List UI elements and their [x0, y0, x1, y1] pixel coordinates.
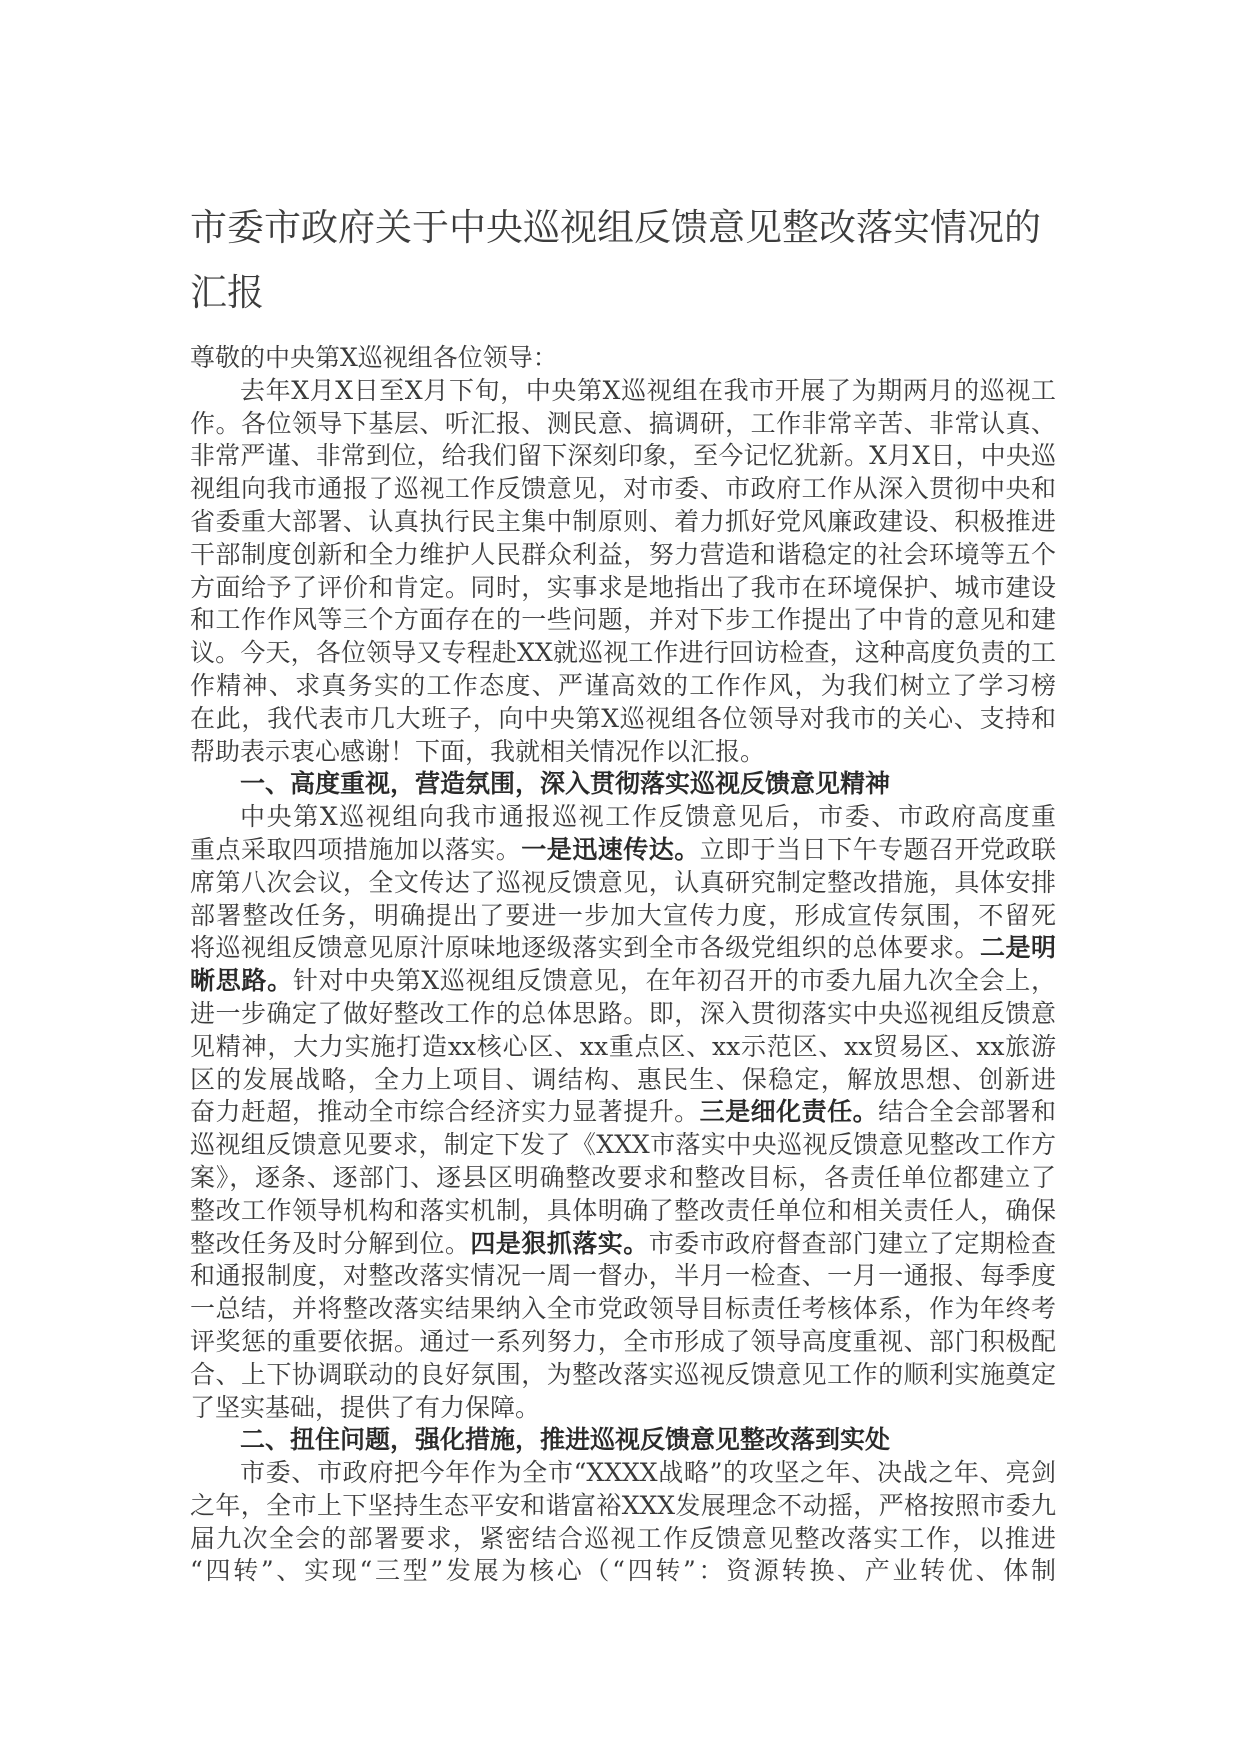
text-run: 中央第X巡视组向我市通报巡视工作反馈意见后，市委、市政府高度重 — [240, 802, 1056, 832]
text-run: 一总结，并将整改落实结果纳入全市党政领导目标责任考核体系，作为年终考 — [190, 1294, 1056, 1324]
text-line — [190, 1555, 1056, 1588]
text-run: 区的发展战略，全力上项目、调结构、惠民生、保稳定，解放思想、创新进 — [190, 1064, 1056, 1094]
text-run: 合、上下协调联动的良好氛围，为整改落实巡视反馈意见工作的顺利实施奠定 — [190, 1359, 1056, 1389]
section-heading-1: 一、高度重视，营造氛围，深入贯彻落实巡视反馈意见精神 — [240, 769, 891, 799]
text-run: 重点采取四项措施加以落实。 — [190, 834, 522, 864]
bold-lead-phrase: 一是迅速传达。 — [521, 834, 700, 864]
text-run: 巡视组反馈意见要求，制定下发了《XXX市落实中央巡视反馈意见整改工作方 — [190, 1130, 1056, 1160]
text-line — [190, 637, 1056, 670]
text-run: 方面给予了评价和肯定。同时，实事求是地指出了我市在环境保护、城市建设 — [190, 572, 1056, 602]
text-run: 针对中央第X巡视组反馈意见，在年初召开的市委九届九次全会上， — [292, 966, 1056, 996]
text-line — [190, 1392, 1056, 1425]
text-line — [190, 1523, 1056, 1556]
text-line — [190, 703, 1056, 736]
bold-lead-phrase: 三是细化责任。 — [699, 1097, 879, 1127]
text-line — [190, 1195, 1056, 1228]
text-line — [190, 834, 1056, 867]
text-line — [190, 965, 1056, 998]
text-line — [190, 998, 1056, 1031]
text-run: 整改任务及时分解到位。 — [190, 1228, 471, 1258]
text-line — [190, 932, 1056, 965]
text-run: 市委市政府督查部门建立了定期检查 — [648, 1228, 1056, 1258]
text-run: 和通报制度，对整改落实情况一周一督办，半月一检查、一月一通报、每季度 — [190, 1261, 1056, 1291]
text-line — [190, 408, 1056, 441]
text-run: 见精神，大力实施打造xx核心区、xx重点区、xx示范区、xx贸易区、xx旅游 — [190, 1031, 1056, 1061]
text-run: 案》，逐条、逐部门、逐县区明确整改要求和整改目标，各责任单位都建立了 — [190, 1162, 1056, 1192]
text-run: 评奖惩的重要依据。通过一系列努力，全市形成了领导高度重视、部门积极配 — [190, 1326, 1056, 1356]
text-run: 市委、市政府把今年作为全市“XXXX战略”的攻坚之年、决战之年、亮剑 — [240, 1458, 1056, 1488]
bold-lead-phrase: 四是狠抓落实。 — [470, 1228, 649, 1258]
text-line — [190, 1064, 1056, 1097]
text-run: 在此，我代表市几大班子，向中央第X巡视组各位领导对我市的关心、支持和 — [190, 703, 1056, 733]
text-run: 帮助表示衷心感谢！下面，我就相关情况作以汇报。 — [190, 736, 766, 766]
text-run: 非常严谨、非常到位，给我们留下深刻印象，至今记忆犹新。X月X日，中央巡 — [190, 441, 1056, 471]
text-line — [190, 506, 1056, 539]
text-run: 奋力赶超，推动全市综合经济实力显著提升。 — [190, 1097, 700, 1127]
text-line — [190, 900, 1056, 933]
text-line — [190, 440, 1056, 473]
text-line — [190, 473, 1056, 506]
text-line — [190, 1031, 1056, 1064]
text-line — [190, 572, 1056, 605]
text-run: 整改工作领导机构和落实机制，具体明确了整改责任单位和相关责任人，确保 — [190, 1195, 1056, 1225]
text-run: 省委重大部署、认真执行民主集中制原则、着力抓好党风廉政建设、积极推进 — [190, 506, 1056, 536]
text-line — [190, 1162, 1056, 1195]
text-line — [190, 1457, 1056, 1490]
text-run: 部署整改任务，明确提出了要进一步加大宣传力度，形成宣传氛围，不留死 — [190, 900, 1056, 930]
title-line-2: 汇报 — [190, 271, 264, 314]
paragraph-3 — [190, 1457, 1056, 1588]
text-line — [190, 1293, 1056, 1326]
text-run: “四转”、实现“三型”发展为核心（“四转”：资源转换、产业转优、体制 — [190, 1556, 1056, 1586]
text-run: 干部制度创新和全力维护人民群众利益，努力营造和谐稳定的社会环境等五个 — [190, 539, 1056, 569]
text-line — [190, 539, 1056, 572]
text-line — [190, 1260, 1056, 1293]
paragraph-1 — [190, 375, 1056, 769]
section-heading-2: 二、扭住问题，强化措施，推进巡视反馈意见整改落到实处 — [240, 1425, 891, 1455]
text-line — [190, 604, 1056, 637]
text-line — [190, 1490, 1056, 1523]
text-run: 进一步确定了做好整改工作的总体思路。即，深入贯彻落实中央巡视组反馈意 — [190, 998, 1056, 1028]
text-run: 立即于当日下午专题召开党政联 — [699, 834, 1056, 864]
salutation: 尊敬的中央第X巡视组各位领导： — [190, 343, 558, 372]
bold-lead-phrase: 二是明 — [980, 933, 1056, 963]
text-run: 作。各位领导下基层、听汇报、测民意、搞调研，工作非常辛苦、非常认真、 — [190, 408, 1056, 438]
text-run: 席第八次会议，全文传达了巡视反馈意见，认真研究制定整改措施，具体安排 — [190, 867, 1056, 897]
text-line — [190, 1228, 1056, 1261]
text-line — [190, 1326, 1056, 1359]
title-line-1: 市委市政府关于中央巡视组反馈意见整改落实情况的 — [190, 206, 1041, 249]
text-run: 届九次全会的部署要求，紧密结合巡视工作反馈意见整改落实工作，以推进 — [190, 1523, 1056, 1553]
text-run: 将巡视组反馈意见原汁原味地逐级落实到全市各级党组织的总体要求。 — [190, 933, 981, 963]
document-body — [190, 342, 1056, 1588]
text-run: 结合全会部署和 — [878, 1097, 1056, 1127]
text-run: 作精神、求真务实的工作态度、严谨高效的工作作风，为我们树立了学习榜 — [190, 670, 1056, 700]
text-line — [190, 670, 1056, 703]
text-line — [190, 867, 1056, 900]
text-run: 视组向我市通报了巡视工作反馈意见，对市委、市政府工作从深入贯彻中央和 — [190, 474, 1056, 504]
text-line — [190, 736, 1056, 769]
text-line — [190, 1359, 1056, 1392]
text-line — [190, 375, 1056, 408]
bold-lead-phrase: 晰思路。 — [190, 966, 293, 996]
text-line — [190, 1096, 1056, 1129]
paragraph-2 — [190, 801, 1056, 1424]
text-run: 去年X月X日至X月下旬，中央第X巡视组在我市开展了为期两月的巡视工 — [240, 375, 1056, 405]
document-title — [190, 195, 1070, 325]
text-line — [190, 1129, 1056, 1162]
text-run: 和工作作风等三个方面存在的一些问题，并对下步工作提出了中肯的意见和建 — [190, 605, 1056, 635]
text-run: 之年，全市上下坚持生态平安和谐富裕XXX发展理念不动摇，严格按照市委九 — [190, 1490, 1056, 1520]
text-run: 议。今天，各位领导又专程赴XX就巡视工作进行回访检查，这种高度负责的工 — [190, 638, 1056, 668]
text-run: 了坚实基础，提供了有力保障。 — [190, 1392, 541, 1422]
text-line — [190, 801, 1056, 834]
